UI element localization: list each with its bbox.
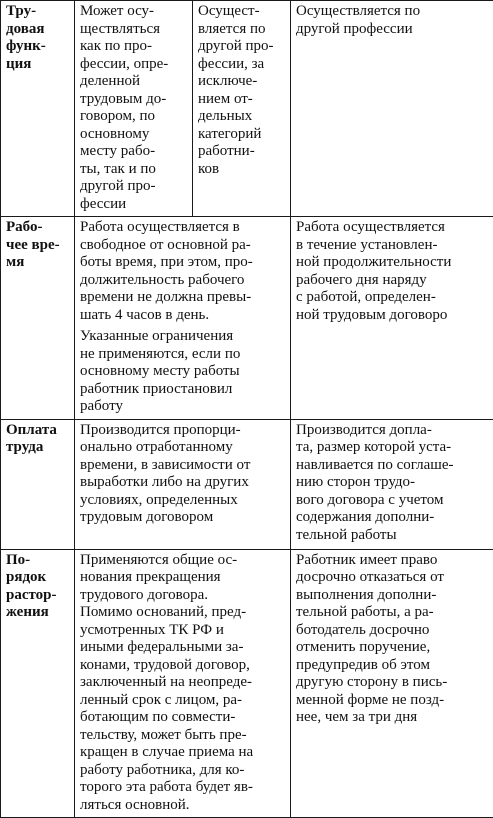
cell-text-line: Производится пропорци- [80,422,286,440]
table-row [1,217,493,420]
cell-text-line: навливается по соглаше- [296,457,489,475]
cell-text-line: с работой, определен- [296,289,489,307]
cell-text-line: Осущест- [198,3,286,21]
cell-text-line: тельной работы, а ра- [296,604,489,622]
cell-paragraph [80,328,286,416]
row-header-termination [1,549,75,818]
cell-part-time-termination [75,549,291,818]
row-label-line: рядок [6,569,70,587]
cell-text-line: должительность рабочего [80,272,286,290]
cell-part-time-internal [193,1,291,217]
cell-part-time-working-time [75,217,291,420]
cell-combination-termination [291,549,493,818]
cell-text-line: заключенный на неопреде- [80,674,286,692]
cell-text-line: трудовым договором [80,509,286,527]
table-row [1,549,493,818]
cell-text-line: работу работника, для ко- [80,762,286,780]
cell-text-line: нее, чем за три дня [296,709,489,727]
cell-text-line: тельной работы [296,527,489,545]
cell-text-line: Работа осуществляется [296,219,489,237]
row-label-line: растор- [6,587,70,605]
cell-text-line: Применяются общие ос- [80,552,286,570]
row-label-line: жения [6,604,70,622]
cell-text-line: ков [198,161,286,179]
cell-text-line: категорий [198,126,286,144]
cell-text-line: другой про- [198,38,286,56]
cell-text-line: нием от- [198,91,286,109]
cell-text-line: трудового договора. [80,587,286,605]
row-label-line: довая [6,21,70,39]
cell-text-line: тельству, может быть пре- [80,727,286,745]
cell-text-line: та, размер которой уста- [296,439,489,457]
cell-text-line: ной трудовым договоро [296,307,489,325]
row-header-working-time [1,217,75,420]
cell-text-line: отменить поручение, [296,639,489,657]
cell-text-line: фессии [80,196,188,214]
cell-text-line: Производится допла- [296,422,489,440]
cell-text-line: свободное от основной ра- [80,237,286,255]
cell-text-line: дельных [198,108,286,126]
cell-text-line: усмотренных ТК РФ и [80,622,286,640]
cell-text-line: фессии, опре- [80,56,188,74]
cell-text-line: другой профессии [296,21,489,39]
cell-text-line: нию сторон трудо- [296,474,489,492]
cell-text-line: ляться основной. [80,797,286,815]
cell-text-line: досрочно отказаться от [296,569,489,587]
cell-text-line: содержания дополни- [296,509,489,527]
row-label-line: труда [6,439,70,457]
cell-text-line: времени, в зависимости от [80,457,286,475]
cell-text-line: шать 4 часов в день. [80,307,286,325]
cell-text-line: времени не должна превы- [80,289,286,307]
cell-text-line: основному месту работы [80,363,286,381]
cell-text-line: в течение установлен- [296,237,489,255]
cell-text-line: другой про- [80,178,188,196]
cell-text-line: Работник имеет право [296,552,489,570]
cell-text-line: ты, так и по [80,161,188,179]
row-label-line: Оплата [6,422,70,440]
row-label-line: функ- [6,38,70,56]
cell-text-line: исключе- [198,73,286,91]
cell-text-line: ной продолжительности [296,254,489,272]
row-label-line: чее вре- [6,237,70,255]
cell-text-line: предупредив об этом [296,657,489,675]
cell-text-line: ботающим по совмести- [80,709,286,727]
cell-text-line: говором, по [80,108,188,126]
row-header-payment [1,419,75,549]
cell-text-line: как по про- [80,38,188,56]
cell-text-line: выработки либо на других [80,474,286,492]
cell-text-line: условиях, определенных [80,492,286,510]
cell-paragraph [80,219,286,324]
table-row [1,1,493,217]
cell-text-line: Может осу- [80,3,188,21]
cell-text-line: вляется по [198,21,286,39]
cell-text-line: кращен в случае приема на [80,744,286,762]
cell-text-line: ленный срок с лицом, ра- [80,692,286,710]
cell-text-line: не применяются, если по [80,346,286,364]
row-header-labor-function [1,1,75,217]
cell-text-line: иными федеральными за- [80,639,286,657]
cell-combination-working-time [291,217,493,420]
cell-text-line: рабочего дня наряду [296,272,489,290]
cell-combination [291,1,493,217]
cell-text-line: фессии, за [198,56,286,74]
row-label-line: мя [6,254,70,272]
cell-text-line: другую сторону в пись- [296,674,489,692]
cell-text-line: боты время, при этом, про- [80,254,286,272]
cell-text-line: работник приостановил [80,381,286,399]
cell-combination-payment [291,419,493,549]
cell-text-line: выполнения дополни- [296,587,489,605]
cell-part-time-external [75,1,193,217]
cell-text-line: онально отработанному [80,439,286,457]
cell-text-line: деленной [80,73,188,91]
cell-text-line: нования прекращения [80,569,286,587]
row-label-line: Тру- [6,3,70,21]
cell-text-line: конами, трудовой договор, [80,657,286,675]
cell-text-line: работу [80,398,286,416]
cell-text-line: Указанные ограничения [80,328,286,346]
cell-text-line: работни- [198,143,286,161]
cell-text-line: месту рабо- [80,143,188,161]
row-label-line: Рабо- [6,219,70,237]
cell-text-line: торого эта работа будет яв- [80,779,286,797]
row-label-line: По- [6,552,70,570]
cell-text-line: трудовым до- [80,91,188,109]
cell-text-line: Осуществляется по [296,3,489,21]
cell-text-line: основному [80,126,188,144]
cell-text-line: менной форме не позд- [296,692,489,710]
cell-text-line: ботодатель досрочно [296,622,489,640]
cell-text-line: Помимо оснований, пред- [80,604,286,622]
cell-text-line: вого договора с учетом [296,492,489,510]
table-row [1,419,493,549]
cell-part-time-payment [75,419,291,549]
row-label-line: ция [6,56,70,74]
cell-text-line: Работа осуществляется в [80,219,286,237]
cell-text-line: ществляться [80,21,188,39]
